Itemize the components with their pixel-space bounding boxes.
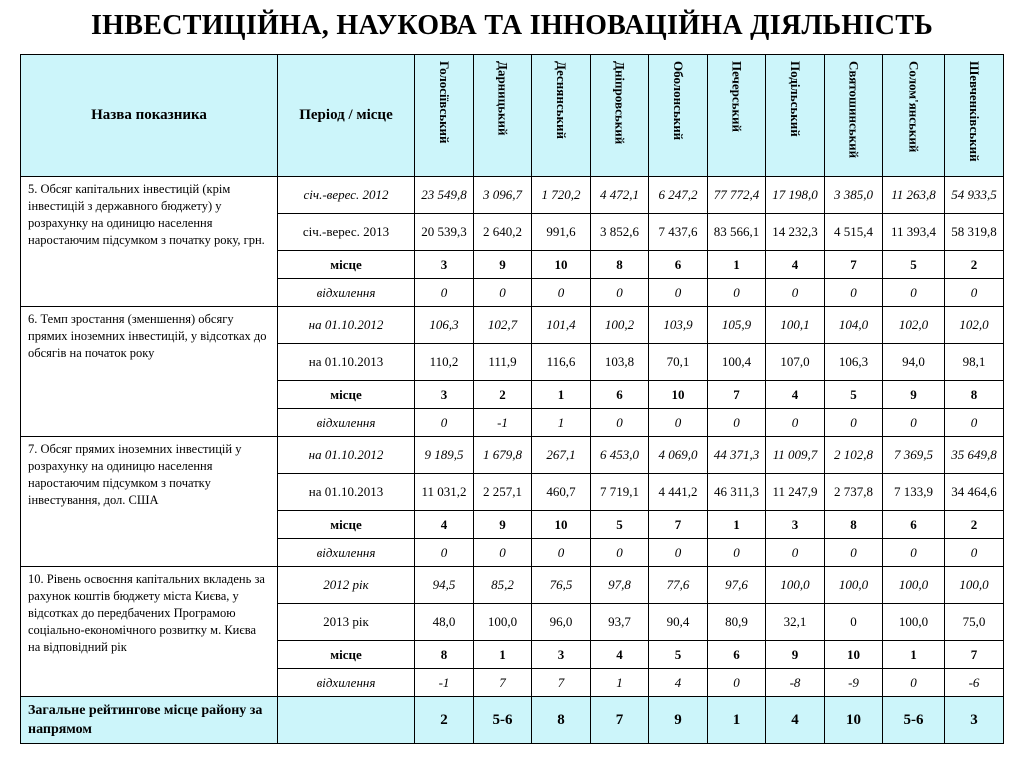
- value-cell: 6: [591, 381, 649, 409]
- district-name: Святошинський: [846, 61, 862, 159]
- total-value-cell: 7: [591, 697, 649, 744]
- value-cell: 4 441,2: [649, 474, 708, 511]
- value-cell: 11 009,7: [766, 437, 825, 474]
- value-cell: 0: [591, 409, 649, 437]
- value-cell: 8: [945, 381, 1004, 409]
- value-cell: 0: [532, 279, 591, 307]
- value-cell: 1: [532, 409, 591, 437]
- value-cell: 100,0: [883, 567, 945, 604]
- value-cell: 100,4: [708, 344, 766, 381]
- value-cell: 0: [883, 279, 945, 307]
- value-cell: 9: [474, 511, 532, 539]
- value-cell: 0: [708, 409, 766, 437]
- value-cell: 100,0: [945, 567, 1004, 604]
- value-cell: 100,0: [825, 567, 883, 604]
- value-cell: 0: [883, 669, 945, 697]
- value-cell: 10: [649, 381, 708, 409]
- value-cell: -9: [825, 669, 883, 697]
- value-cell: 0: [883, 539, 945, 567]
- value-cell: 7: [649, 511, 708, 539]
- value-cell: 17 198,0: [766, 177, 825, 214]
- value-cell: 6: [708, 641, 766, 669]
- value-cell: 4 515,4: [825, 214, 883, 251]
- total-value-cell: 5-6: [474, 697, 532, 744]
- period-cell: відхилення: [278, 669, 415, 697]
- total-rating-label: Загальне рейтингове місце району за напрямом: [21, 697, 278, 744]
- period-cell: відхилення: [278, 409, 415, 437]
- value-cell: 9 189,5: [415, 437, 474, 474]
- value-cell: 1: [883, 641, 945, 669]
- table-row: [21, 177, 1004, 214]
- value-cell: 3: [766, 511, 825, 539]
- value-cell: 3: [415, 381, 474, 409]
- period-cell: січ.-верес. 2013: [278, 214, 415, 251]
- value-cell: 6 247,2: [649, 177, 708, 214]
- value-cell: 6: [883, 511, 945, 539]
- value-cell: 23 549,8: [415, 177, 474, 214]
- header-district: [766, 55, 825, 177]
- value-cell: 54 933,5: [945, 177, 1004, 214]
- value-cell: 97,6: [708, 567, 766, 604]
- district-name: Дніпровський: [612, 61, 628, 145]
- value-cell: 2: [945, 251, 1004, 279]
- value-cell: 90,4: [649, 604, 708, 641]
- value-cell: 14 232,3: [766, 214, 825, 251]
- district-name: Деснянський: [554, 61, 569, 139]
- value-cell: 106,3: [415, 307, 474, 344]
- period-cell: місце: [278, 381, 415, 409]
- value-cell: 98,1: [945, 344, 1004, 381]
- total-value-cell: 10: [825, 697, 883, 744]
- header-district: [532, 55, 591, 177]
- period-cell: місце: [278, 641, 415, 669]
- value-cell: 96,0: [532, 604, 591, 641]
- value-cell: 75,0: [945, 604, 1004, 641]
- value-cell: 103,8: [591, 344, 649, 381]
- district-name: Солом'янський: [906, 61, 922, 153]
- value-cell: 0: [474, 539, 532, 567]
- value-cell: 7: [825, 251, 883, 279]
- value-cell: 0: [415, 409, 474, 437]
- value-cell: 83 566,1: [708, 214, 766, 251]
- value-cell: 0: [945, 409, 1004, 437]
- value-cell: 0: [945, 279, 1004, 307]
- value-cell: 5: [825, 381, 883, 409]
- value-cell: 9: [883, 381, 945, 409]
- value-cell: 1: [591, 669, 649, 697]
- value-cell: 102,7: [474, 307, 532, 344]
- total-value-cell: 5-6: [883, 697, 945, 744]
- value-cell: 0: [591, 539, 649, 567]
- value-cell: 267,1: [532, 437, 591, 474]
- value-cell: 10: [825, 641, 883, 669]
- value-cell: 0: [415, 539, 474, 567]
- value-cell: 77,6: [649, 567, 708, 604]
- value-cell: 100,2: [591, 307, 649, 344]
- value-cell: 0: [474, 279, 532, 307]
- period-cell: січ.-верес. 2012: [278, 177, 415, 214]
- page-title: ІНВЕСТИЦІЙНА, НАУКОВА ТА ІННОВАЦІЙНА ДІЯЛЬНІСТЬ: [90, 10, 934, 41]
- value-cell: 7: [532, 669, 591, 697]
- value-cell: 0: [532, 539, 591, 567]
- total-value-cell: 8: [532, 697, 591, 744]
- value-cell: 1: [708, 251, 766, 279]
- header-row: [21, 55, 1004, 177]
- value-cell: 35 649,8: [945, 437, 1004, 474]
- value-cell: -1: [415, 669, 474, 697]
- header-indicator: Назва показника: [21, 55, 278, 177]
- district-name: Шевченківський: [967, 61, 982, 162]
- period-cell: відхилення: [278, 539, 415, 567]
- header-district: [825, 55, 883, 177]
- value-cell: 11 031,2: [415, 474, 474, 511]
- value-cell: 0: [708, 539, 766, 567]
- total-value-cell: 1: [708, 697, 766, 744]
- value-cell: 0: [766, 279, 825, 307]
- value-cell: 0: [825, 409, 883, 437]
- value-cell: 3: [415, 251, 474, 279]
- value-cell: 10: [532, 251, 591, 279]
- value-cell: 34 464,6: [945, 474, 1004, 511]
- value-cell: 4: [766, 381, 825, 409]
- value-cell: 111,9: [474, 344, 532, 381]
- value-cell: 58 319,8: [945, 214, 1004, 251]
- value-cell: 0: [766, 539, 825, 567]
- period-cell: на 01.10.2013: [278, 474, 415, 511]
- table-row: [21, 437, 1004, 474]
- value-cell: 10: [532, 511, 591, 539]
- value-cell: 11 263,8: [883, 177, 945, 214]
- value-cell: 0: [825, 604, 883, 641]
- header-district: [883, 55, 945, 177]
- value-cell: 0: [883, 409, 945, 437]
- value-cell: 4 472,1: [591, 177, 649, 214]
- total-value-cell: 4: [766, 697, 825, 744]
- value-cell: 7: [474, 669, 532, 697]
- value-cell: 0: [591, 279, 649, 307]
- value-cell: 11 247,9: [766, 474, 825, 511]
- value-cell: 46 311,3: [708, 474, 766, 511]
- value-cell: 0: [825, 539, 883, 567]
- table-body: [21, 177, 1004, 744]
- value-cell: 100,0: [474, 604, 532, 641]
- value-cell: 4: [766, 251, 825, 279]
- district-name: Голосіївський: [437, 61, 452, 144]
- value-cell: 7 719,1: [591, 474, 649, 511]
- value-cell: 2 640,2: [474, 214, 532, 251]
- value-cell: 93,7: [591, 604, 649, 641]
- value-cell: 48,0: [415, 604, 474, 641]
- value-cell: 0: [708, 279, 766, 307]
- total-rating-row: [21, 697, 1004, 744]
- value-cell: -6: [945, 669, 1004, 697]
- value-cell: 85,2: [474, 567, 532, 604]
- period-cell: відхилення: [278, 279, 415, 307]
- value-cell: 102,0: [883, 307, 945, 344]
- value-cell: 102,0: [945, 307, 1004, 344]
- value-cell: 9: [766, 641, 825, 669]
- value-cell: 80,9: [708, 604, 766, 641]
- value-cell: 2 737,8: [825, 474, 883, 511]
- value-cell: 5: [883, 251, 945, 279]
- value-cell: 4 069,0: [649, 437, 708, 474]
- district-name: Печерський: [729, 61, 745, 133]
- period-cell: 2012 рік: [278, 567, 415, 604]
- value-cell: 106,3: [825, 344, 883, 381]
- district-name: Подільський: [788, 61, 803, 137]
- value-cell: 103,9: [649, 307, 708, 344]
- rating-table-container: [20, 54, 1004, 744]
- period-cell: на 01.10.2012: [278, 307, 415, 344]
- value-cell: 1 720,2: [532, 177, 591, 214]
- value-cell: 1: [708, 511, 766, 539]
- header-district: [474, 55, 532, 177]
- total-value-cell: 3: [945, 697, 1004, 744]
- value-cell: 0: [945, 539, 1004, 567]
- value-cell: 7 369,5: [883, 437, 945, 474]
- value-cell: 2: [474, 381, 532, 409]
- value-cell: 460,7: [532, 474, 591, 511]
- indicator-name: 6. Темп зростання (зменшення) обсягу прямих іноземних інвестицій, у відсотках до обсягів на початок року: [21, 307, 278, 437]
- value-cell: 1: [474, 641, 532, 669]
- value-cell: 3 096,7: [474, 177, 532, 214]
- value-cell: 1: [532, 381, 591, 409]
- value-cell: 2: [945, 511, 1004, 539]
- value-cell: 0: [649, 409, 708, 437]
- value-cell: 3 852,6: [591, 214, 649, 251]
- period-cell: місце: [278, 511, 415, 539]
- period-cell: на 01.10.2012: [278, 437, 415, 474]
- value-cell: 2 102,8: [825, 437, 883, 474]
- value-cell: 94,0: [883, 344, 945, 381]
- period-cell: [278, 697, 415, 744]
- value-cell: 6: [649, 251, 708, 279]
- value-cell: 0: [649, 279, 708, 307]
- value-cell: 0: [766, 409, 825, 437]
- value-cell: 0: [825, 279, 883, 307]
- value-cell: 7: [708, 381, 766, 409]
- value-cell: 1 679,8: [474, 437, 532, 474]
- value-cell: 100,0: [766, 567, 825, 604]
- value-cell: 11 393,4: [883, 214, 945, 251]
- table-row: [21, 567, 1004, 604]
- value-cell: 0: [415, 279, 474, 307]
- value-cell: 110,2: [415, 344, 474, 381]
- value-cell: 100,0: [883, 604, 945, 641]
- value-cell: 8: [825, 511, 883, 539]
- value-cell: 5: [649, 641, 708, 669]
- value-cell: 3: [532, 641, 591, 669]
- header-district: [708, 55, 766, 177]
- value-cell: 991,6: [532, 214, 591, 251]
- value-cell: 2 257,1: [474, 474, 532, 511]
- header-district: [945, 55, 1004, 177]
- period-cell: на 01.10.2013: [278, 344, 415, 381]
- value-cell: 4: [591, 641, 649, 669]
- value-cell: 0: [649, 539, 708, 567]
- value-cell: 4: [415, 511, 474, 539]
- total-value-cell: 9: [649, 697, 708, 744]
- value-cell: 107,0: [766, 344, 825, 381]
- total-value-cell: 2: [415, 697, 474, 744]
- value-cell: 8: [415, 641, 474, 669]
- header-district: [415, 55, 474, 177]
- value-cell: 76,5: [532, 567, 591, 604]
- district-name: Дарницький: [495, 61, 511, 136]
- district-name: Оболонський: [671, 61, 686, 141]
- value-cell: 97,8: [591, 567, 649, 604]
- rating-table: [20, 54, 1004, 744]
- value-cell: 77 772,4: [708, 177, 766, 214]
- value-cell: 116,6: [532, 344, 591, 381]
- indicator-name: 7. Обсяг прямих іноземних інвестицій у розрахунку на одиницю населення наростаючим підсумком з початку інвестування, дол. США: [21, 437, 278, 567]
- header-district: [591, 55, 649, 177]
- table-row: [21, 307, 1004, 344]
- value-cell: 104,0: [825, 307, 883, 344]
- value-cell: 105,9: [708, 307, 766, 344]
- value-cell: 94,5: [415, 567, 474, 604]
- indicator-name: 10. Рівень освоєння капітальних вкладень за рахунок коштів бюджету міста Києва, у відсотках до передбачених Програмою соціально-економічного розвитку м. Києва на відповідний рік: [21, 567, 278, 697]
- indicator-name: 5. Обсяг капітальних інвестицій (крім інвестицій з державного бюджету) у розрахунку на одиницю населення наростаючим підсумком з початку року, грн.: [21, 177, 278, 307]
- value-cell: 7 437,6: [649, 214, 708, 251]
- header-district: [649, 55, 708, 177]
- value-cell: -1: [474, 409, 532, 437]
- value-cell: 7 133,9: [883, 474, 945, 511]
- value-cell: 4: [649, 669, 708, 697]
- value-cell: 3 385,0: [825, 177, 883, 214]
- value-cell: 70,1: [649, 344, 708, 381]
- value-cell: 20 539,3: [415, 214, 474, 251]
- header-period: Період / місце: [278, 55, 415, 177]
- value-cell: 0: [708, 669, 766, 697]
- value-cell: 8: [591, 251, 649, 279]
- period-cell: 2013 рік: [278, 604, 415, 641]
- value-cell: 100,1: [766, 307, 825, 344]
- value-cell: 44 371,3: [708, 437, 766, 474]
- value-cell: 101,4: [532, 307, 591, 344]
- value-cell: 7: [945, 641, 1004, 669]
- period-cell: місце: [278, 251, 415, 279]
- value-cell: 6 453,0: [591, 437, 649, 474]
- value-cell: 5: [591, 511, 649, 539]
- value-cell: 9: [474, 251, 532, 279]
- value-cell: 32,1: [766, 604, 825, 641]
- value-cell: -8: [766, 669, 825, 697]
